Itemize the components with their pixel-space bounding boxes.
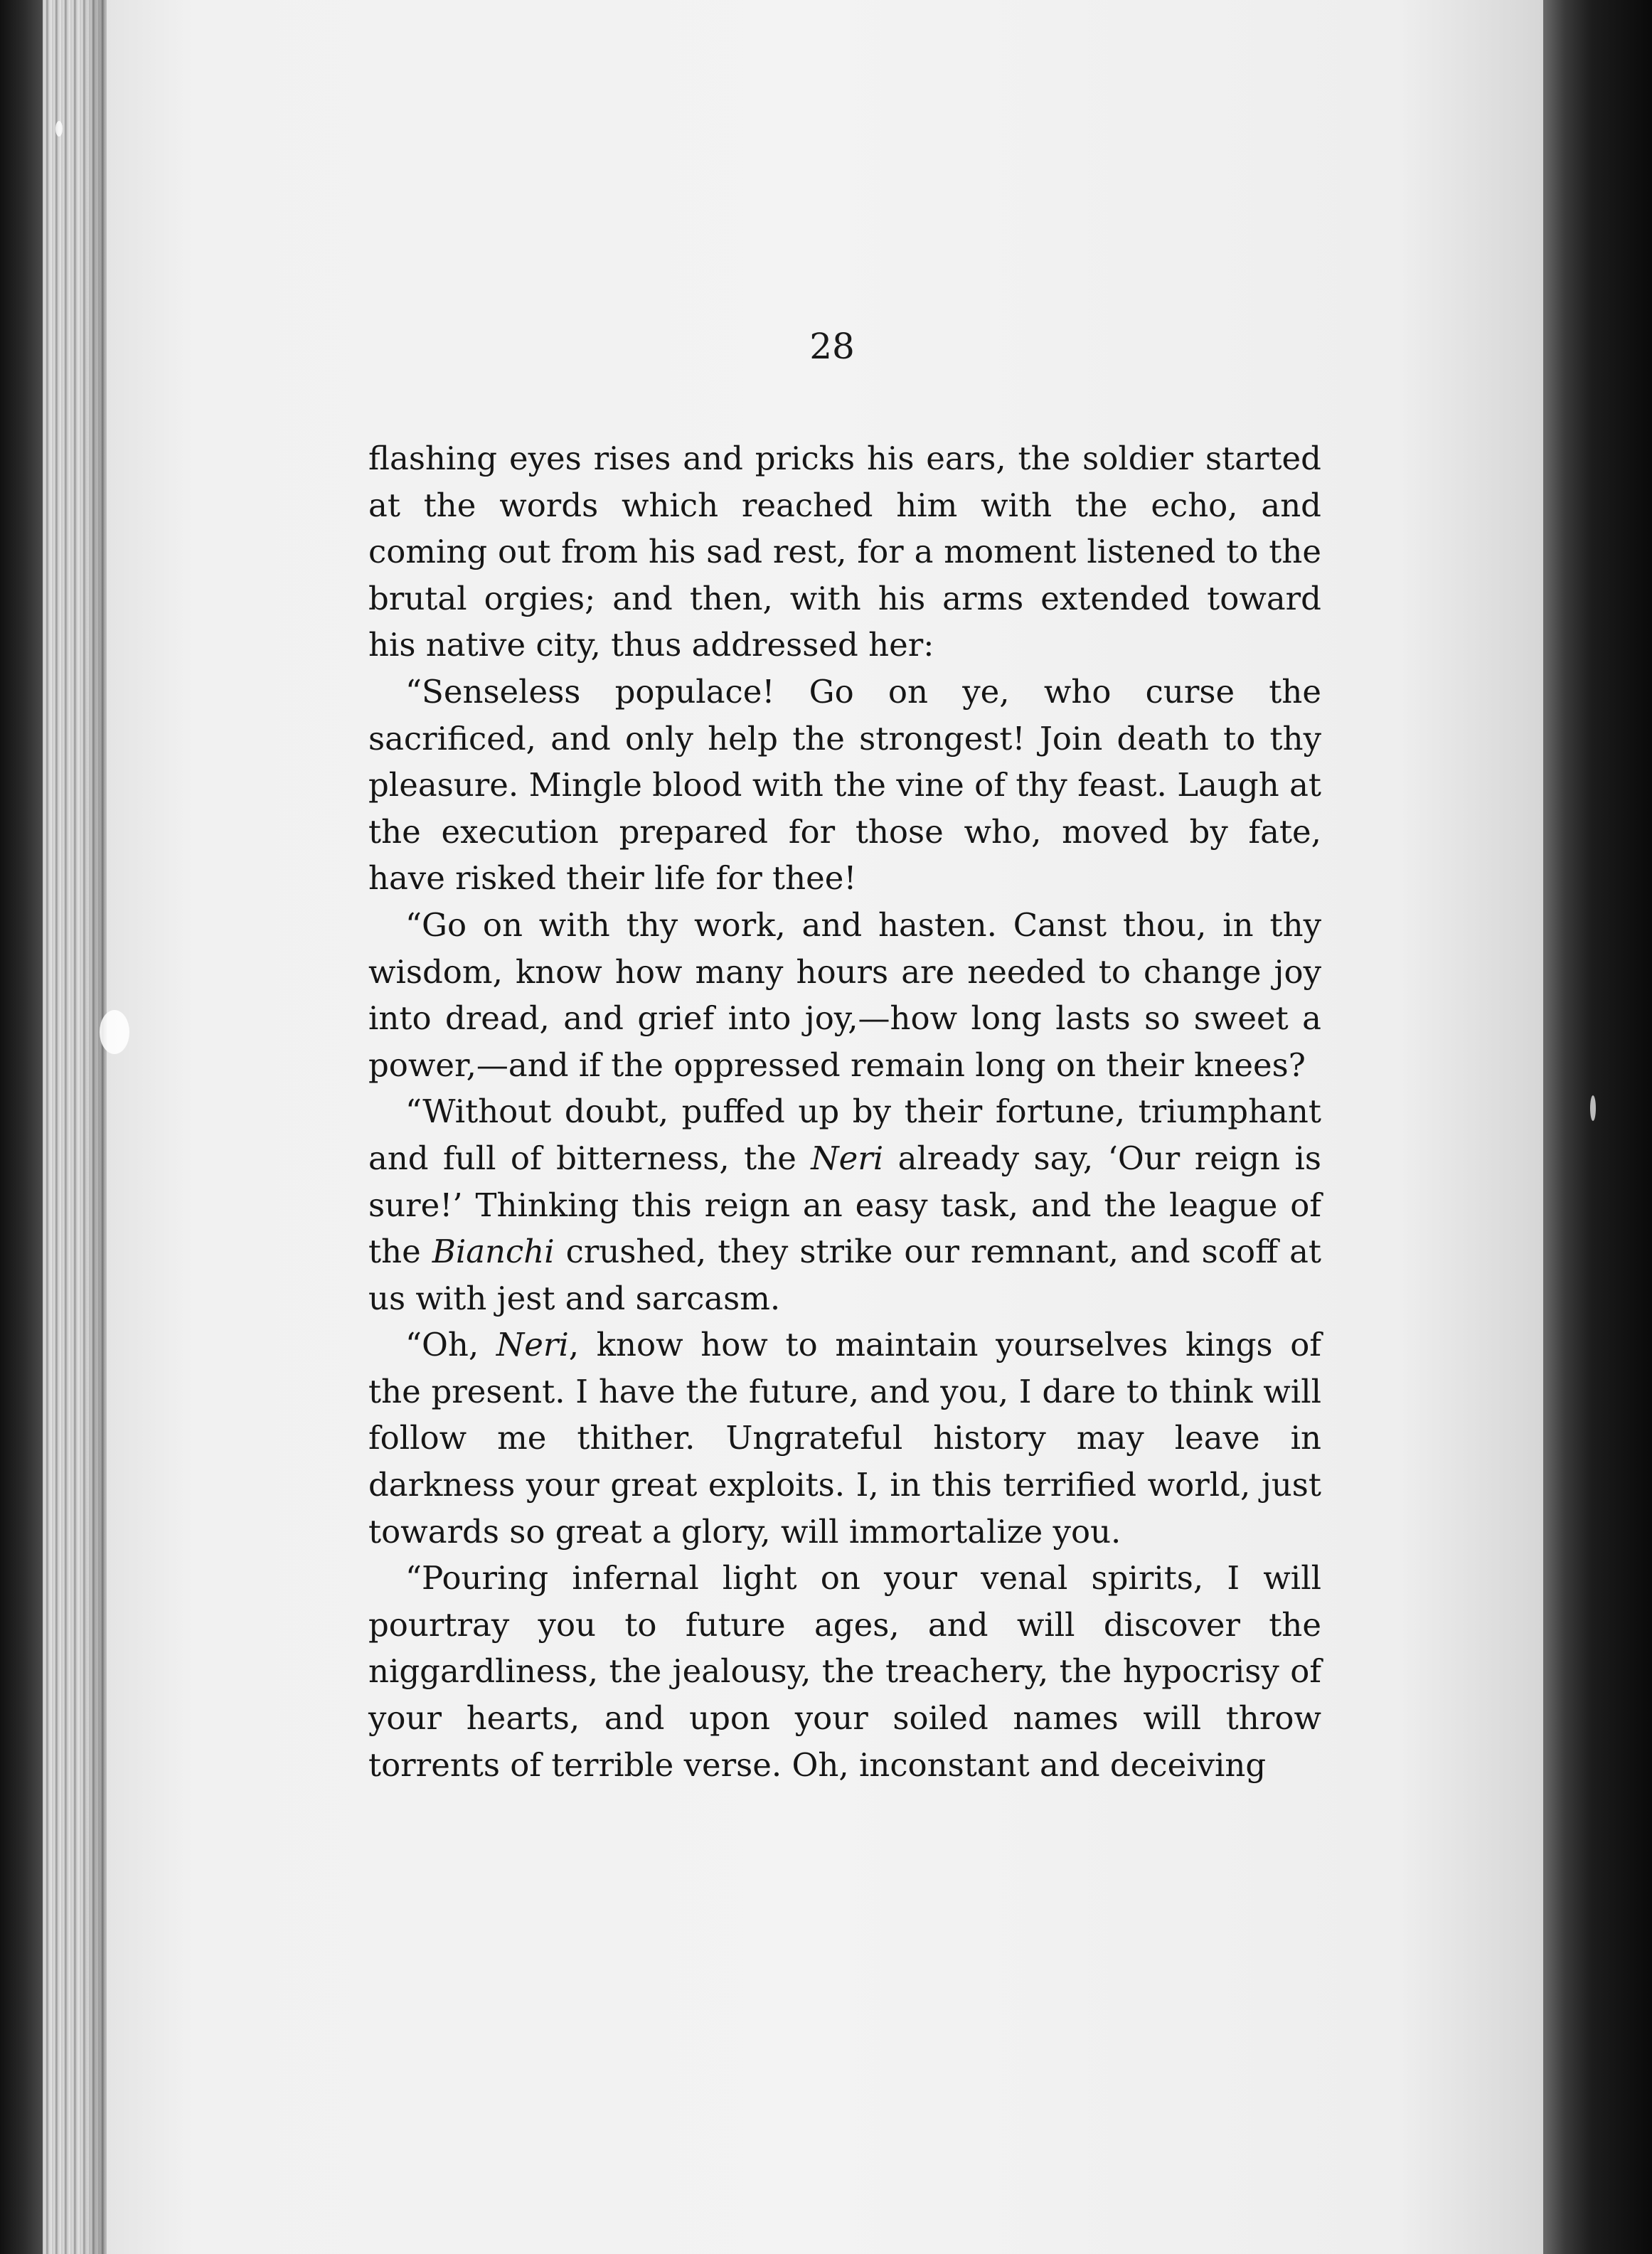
body-text bbox=[368, 435, 1321, 1788]
paragraph bbox=[368, 669, 1321, 902]
scan-speck bbox=[100, 1010, 129, 1054]
paragraph bbox=[368, 435, 1321, 669]
text-run: “Senseless populace! Go on ye, who curse the sacrificed, and only help the strongest! Join death to thy pleasure. Mingle blood with the vine of thy feast. Laugh at the execution prepared for those who, moved by fate, have risked their life for thee! bbox=[368, 672, 1321, 898]
text-run: “Oh, bbox=[405, 1326, 496, 1364]
italic-name: Neri bbox=[811, 1139, 884, 1177]
text-run: “Pouring infernal light on your venal spirits, I will pourtray you to future ages, and will discover the niggardliness, the jealousy, the treachery, the hypocrisy of your hearts, and upon your soiled names will throw torrents of terrible verse. Oh, inconstant and deceiving bbox=[368, 1559, 1321, 1784]
paragraph bbox=[368, 1088, 1321, 1322]
italic-name: Neri bbox=[496, 1326, 569, 1364]
page-number: 28 bbox=[809, 326, 855, 367]
right-dark-margin bbox=[1543, 0, 1652, 2254]
text-run: “Without doubt, puffed up by their fortune, triumphant and full of bitterness, the bbox=[368, 1093, 1321, 1177]
text-run: already say, ‘Our reign is sure!’ Thinking this reign an easy task, and the league of the bbox=[368, 1139, 1321, 1271]
scan-speck bbox=[1590, 1095, 1596, 1121]
italic-name: Bianchi bbox=[432, 1233, 555, 1271]
text-run: crushed, they strike our remnant, and scoff at us with jest and sarcasm. bbox=[368, 1233, 1321, 1317]
paragraph bbox=[368, 1555, 1321, 1788]
scan-speck bbox=[55, 121, 63, 137]
text-run: “Go on with thy work, and hasten. Canst thou, in thy wisdom, know how many hours are needed to change joy into dread, and grief into joy,—how long lasts so sweet a power,—and if the oppressed remain long on their knees? bbox=[368, 905, 1321, 1084]
paragraph bbox=[368, 902, 1321, 1088]
text-run: flashing eyes rises and pricks his ears, the soldier started at the words which reached him with the echo, and coming out from his sad rest, for a moment listened to the brutal orgies; and then, with his arms extended toward his native city, thus addressed her: bbox=[368, 440, 1321, 664]
left-binding-shadow bbox=[0, 0, 43, 2254]
text-run: , know how to maintain yourselves kings of the present. I have the future, and you, I dare to think will follow me thither. Ungrateful history may leave in darkness your great exploits. I, in this terrified world, just towards so great a glory, will immortalize you. bbox=[368, 1326, 1321, 1551]
paragraph bbox=[368, 1322, 1321, 1555]
